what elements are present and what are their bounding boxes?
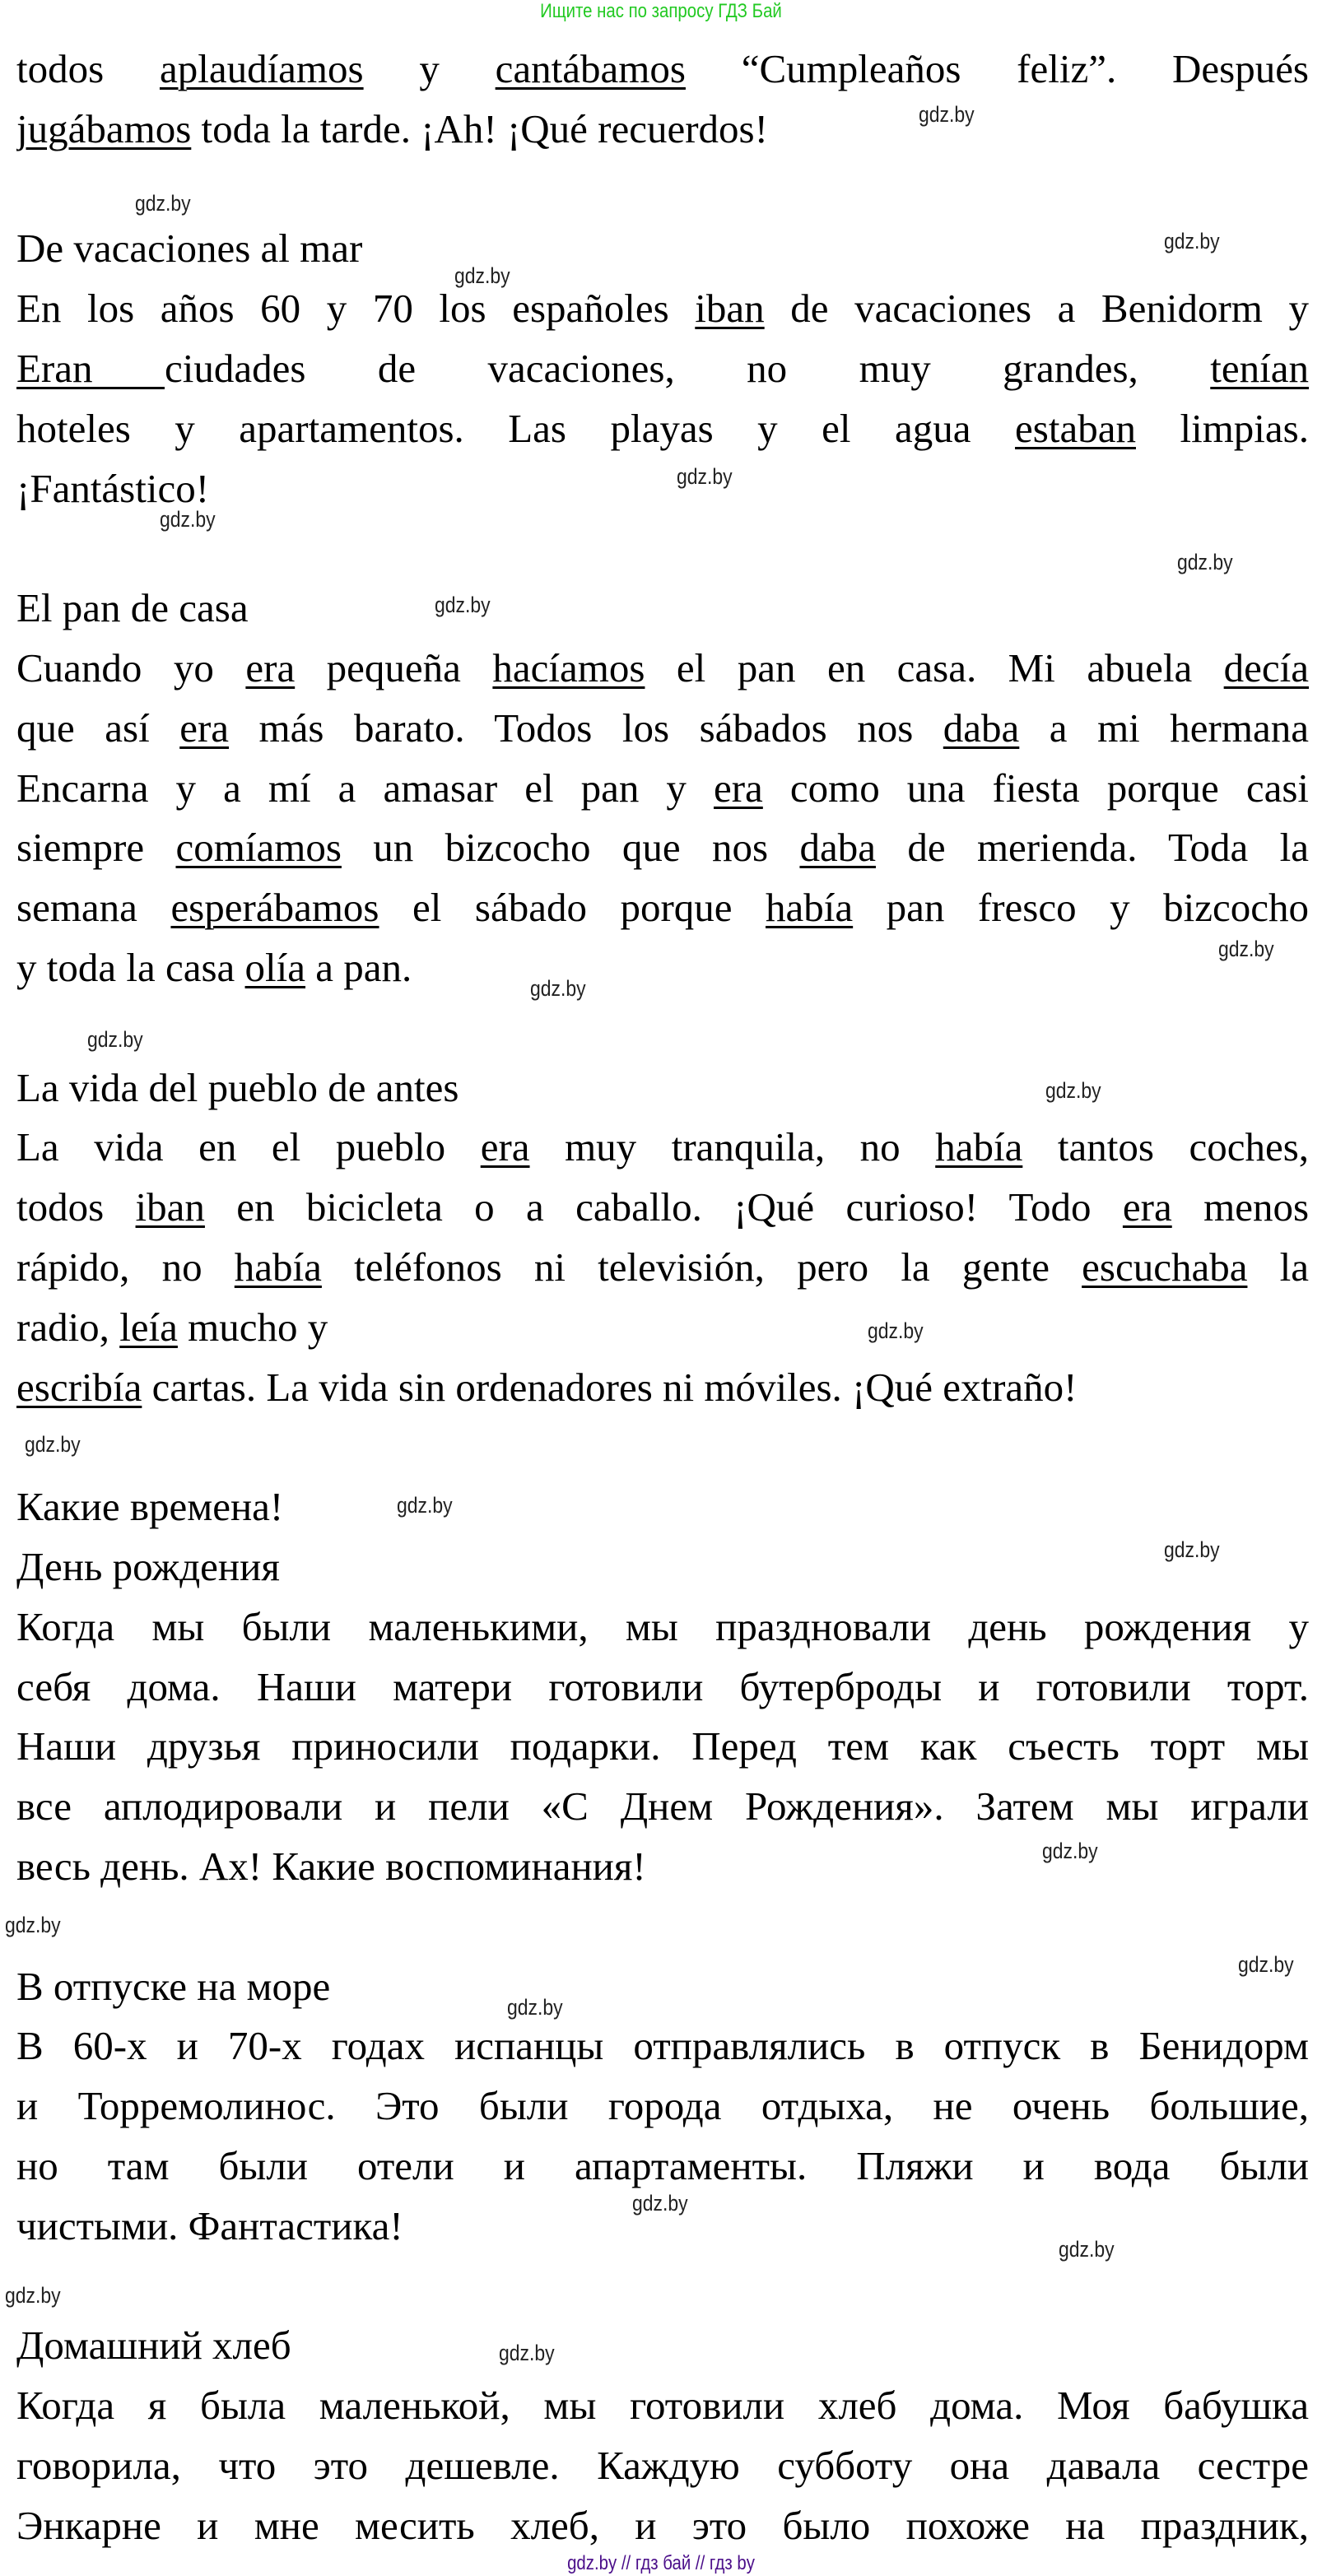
underlined-verb: había (766, 885, 854, 931)
underlined-verb: era (179, 704, 230, 751)
text-line (16, 1358, 1309, 1418)
underlined-verb: era (245, 644, 296, 690)
text-line (16, 878, 1309, 938)
gdz-watermark: gdz.by (397, 1493, 453, 1518)
underlined-verb: era (480, 1124, 530, 1170)
gdz-watermark: gdz.by (1218, 937, 1274, 961)
underlined-verb: esperábamos (170, 885, 379, 931)
text-segment: себя дома. Наши матери готовили бутерброды и готовили торт. (16, 1663, 1309, 1709)
text-line (16, 699, 1309, 759)
text-segment: en bicicleta o a caballo. ¡Qué curioso! Todo (204, 1184, 1123, 1230)
underlined-verb: tenían (1210, 345, 1309, 391)
text-segment: En los años 60 y 70 los españoles (16, 286, 696, 332)
underlined-verb: Eran (16, 345, 165, 391)
text-line (16, 100, 1309, 160)
text-segment: semana (16, 885, 171, 931)
text-line (16, 1178, 1309, 1238)
text-segment: como una fiesta porque casi (762, 765, 1309, 811)
underlined-verb: comíamos (175, 825, 342, 871)
text-line (16, 279, 1309, 339)
text-segment: ciudades de vacaciones, no muy grandes, (164, 345, 1211, 391)
underlined-verb: había (935, 1124, 1023, 1170)
text-segment: De vacaciones al mar (16, 226, 363, 272)
text-segment: más barato. Todos los sábados nos (229, 704, 943, 751)
underlined-verb: estaban (1015, 405, 1136, 451)
blank-line (16, 1417, 1309, 1477)
text-segment: que así (16, 704, 180, 751)
text-segment: un bizcocho que nos (341, 825, 800, 871)
text-segment: но там были отели и апартаменты. Пляжи и вода были (16, 2142, 1309, 2188)
text-segment: la (1247, 1244, 1309, 1290)
text-line (16, 339, 1309, 399)
underlined-verb: leía (119, 1304, 178, 1350)
underlined-verb: aplaudíamos (159, 46, 364, 91)
text-segment: весь день. Ах! Какие воспоминания! (16, 1843, 646, 1889)
text-segment: чистыми. Фантастика! (16, 2202, 403, 2248)
text-line (16, 40, 1309, 100)
text-line (16, 1238, 1309, 1298)
text-segment: tantos coches, (1022, 1124, 1309, 1170)
text-segment: de vacaciones a Benidorm y (764, 286, 1309, 332)
gdz-watermark: gdz.by (632, 2191, 688, 2216)
text-segment: День рождения (16, 1543, 280, 1589)
search-banner: Ищите нас по запросу ГДЗ Бай (540, 0, 782, 22)
underlined-verb: escribía (16, 1364, 142, 1410)
gdz-watermark: gdz.by (87, 1027, 143, 1052)
text-line (16, 399, 1309, 459)
underlined-verb: jugábamos (16, 105, 192, 151)
text-line (16, 2436, 1309, 2496)
text-segment: Cuando yo (16, 644, 246, 690)
text-segment: La vida en el pueblo (16, 1124, 481, 1170)
gdz-watermark: gdz.by (435, 593, 491, 617)
text-line (16, 1777, 1309, 1837)
underlined-verb: iban (135, 1184, 205, 1230)
text-segment: mucho y (177, 1304, 328, 1350)
text-segment: “Cumpleaños feliz”. Después (685, 46, 1309, 91)
blank-line (16, 998, 1309, 1058)
text-segment: teléfonos ni televisión, pero la gente (321, 1244, 1082, 1290)
text-line (16, 1537, 1309, 1597)
text-line (16, 2376, 1309, 2436)
underlined-verb: daba (799, 825, 876, 871)
gdz-watermark: gdz.by (5, 1913, 61, 1937)
text-segment: el pan en casa. Mi abuela (645, 644, 1224, 690)
document-text (16, 40, 1309, 2555)
text-segment: ¡Fantástico! (16, 465, 210, 511)
blank-line (16, 1897, 1309, 1957)
text-line (16, 759, 1309, 819)
gdz-watermark: gdz.by (1045, 1078, 1101, 1103)
underlined-verb: decía (1223, 644, 1309, 690)
text-segment: В 60-х и 70-х годах испанцы отправлялись в отпуск в Бенидорм (16, 2023, 1309, 2069)
gdz-watermark: gdz.by (135, 191, 191, 216)
text-line (16, 2316, 1309, 2376)
text-line (16, 1837, 1309, 1897)
underlined-verb: era (1122, 1184, 1172, 1230)
underlined-verb: hacíamos (492, 644, 645, 690)
gdz-watermark: gdz.by (1238, 1952, 1294, 1977)
text-segment: говорила, что это дешевле. Каждую субботу она давала сестре (16, 2442, 1309, 2488)
underlined-verb: cantábamos (495, 46, 686, 91)
text-segment: все аплодировали и пели «С Днем Рождения». Затем мы играли (16, 1783, 1309, 1830)
text-line (16, 639, 1309, 699)
text-segment: el sábado porque (379, 885, 766, 931)
text-segment: todos (16, 1184, 136, 1230)
blank-line (16, 2256, 1309, 2316)
text-line (16, 219, 1309, 279)
gdz-watermark: gdz.by (454, 263, 510, 288)
text-line (16, 1118, 1309, 1178)
text-segment: El pan de casa (16, 585, 249, 631)
text-segment: pan fresco y bizcocho (853, 885, 1309, 931)
text-segment: siempre (16, 825, 176, 871)
footer-watermark: gdz.by // гдз бай // гдз by (567, 2552, 755, 2574)
text-line (16, 818, 1309, 878)
gdz-watermark: gdz.by (1177, 550, 1233, 574)
text-segment: de merienda. Toda la (875, 825, 1309, 871)
text-segment: Какие времена! (16, 1484, 284, 1530)
text-segment: и Торремолинос. Это были города отдыха, не очень большие, (16, 2083, 1309, 2129)
text-line (16, 1957, 1309, 2017)
text-segment: menos (1171, 1184, 1309, 1230)
text-line (16, 1058, 1309, 1118)
text-line (16, 1477, 1309, 1537)
gdz-watermark: gdz.by (160, 507, 216, 532)
text-line (16, 2137, 1309, 2197)
text-line (16, 938, 1309, 998)
text-segment: La vida del pueblo de antes (16, 1064, 459, 1110)
text-segment: Наши друзья приносили подарки. Перед тем как съесть торт мы (16, 1723, 1309, 1769)
gdz-watermark: gdz.by (530, 976, 586, 1001)
text-line (16, 2016, 1309, 2076)
gdz-watermark: gdz.by (677, 464, 733, 489)
text-segment: limpias. (1135, 405, 1309, 451)
underlined-verb: escuchaba (1082, 1244, 1248, 1290)
underlined-verb: olía (244, 944, 306, 990)
text-line (16, 2076, 1309, 2137)
text-segment: Encarna y a mí a amasar el pan y (16, 765, 714, 811)
gdz-watermark: gdz.by (1164, 1537, 1220, 1562)
text-segment: radio, (16, 1304, 120, 1350)
gdz-watermark: gdz.by (868, 1318, 924, 1343)
text-segment: Энкарне и мне месить хлеб, и это было похоже на праздник, (16, 2502, 1309, 2548)
text-segment: cartas. La vida sin ordenadores ni móviles. ¡Qué extraño! (142, 1364, 1078, 1410)
text-line (16, 1597, 1309, 1658)
gdz-watermark: gdz.by (499, 2341, 555, 2365)
gdz-watermark: gdz.by (1164, 229, 1220, 253)
text-segment: a mi hermana (1019, 704, 1309, 751)
underlined-verb: daba (943, 704, 1020, 751)
text-line (16, 1717, 1309, 1777)
text-segment: hoteles y apartamentos. Las playas y el agua (16, 405, 1016, 451)
text-line (16, 1298, 1309, 1358)
gdz-watermark: gdz.by (1042, 1839, 1098, 1863)
text-line (16, 2496, 1309, 2556)
underlined-verb: había (234, 1244, 322, 1290)
gdz-watermark: gdz.by (1059, 2237, 1115, 2262)
underlined-verb: era (713, 765, 763, 811)
text-line (16, 1658, 1309, 1718)
text-segment: Домашний хлеб (16, 2323, 291, 2369)
text-segment: В отпуске на море (16, 1963, 331, 2009)
gdz-watermark: gdz.by (5, 2283, 61, 2308)
text-segment: a pan. (305, 944, 412, 990)
text-segment: rápido, no (16, 1244, 235, 1290)
underlined-verb: iban (695, 286, 765, 332)
text-segment: y toda la casa (16, 944, 245, 990)
text-segment: pequeña (295, 644, 493, 690)
gdz-watermark: gdz.by (507, 1995, 563, 2020)
gdz-watermark: gdz.by (919, 102, 975, 127)
text-segment: todos (16, 46, 160, 91)
blank-line (16, 160, 1309, 220)
text-segment: toda la tarde. ¡Ah! ¡Qué recuerdos! (191, 105, 768, 151)
text-segment: Когда я была маленькой, мы готовили хлеб дома. Моя бабушка (16, 2383, 1309, 2429)
text-segment: Когда мы были маленькими, мы праздновали день рождения у (16, 1603, 1309, 1649)
text-line (16, 579, 1309, 639)
text-segment: y (363, 46, 496, 91)
text-segment: muy tranquila, no (529, 1124, 936, 1170)
gdz-watermark: gdz.by (25, 1432, 81, 1457)
